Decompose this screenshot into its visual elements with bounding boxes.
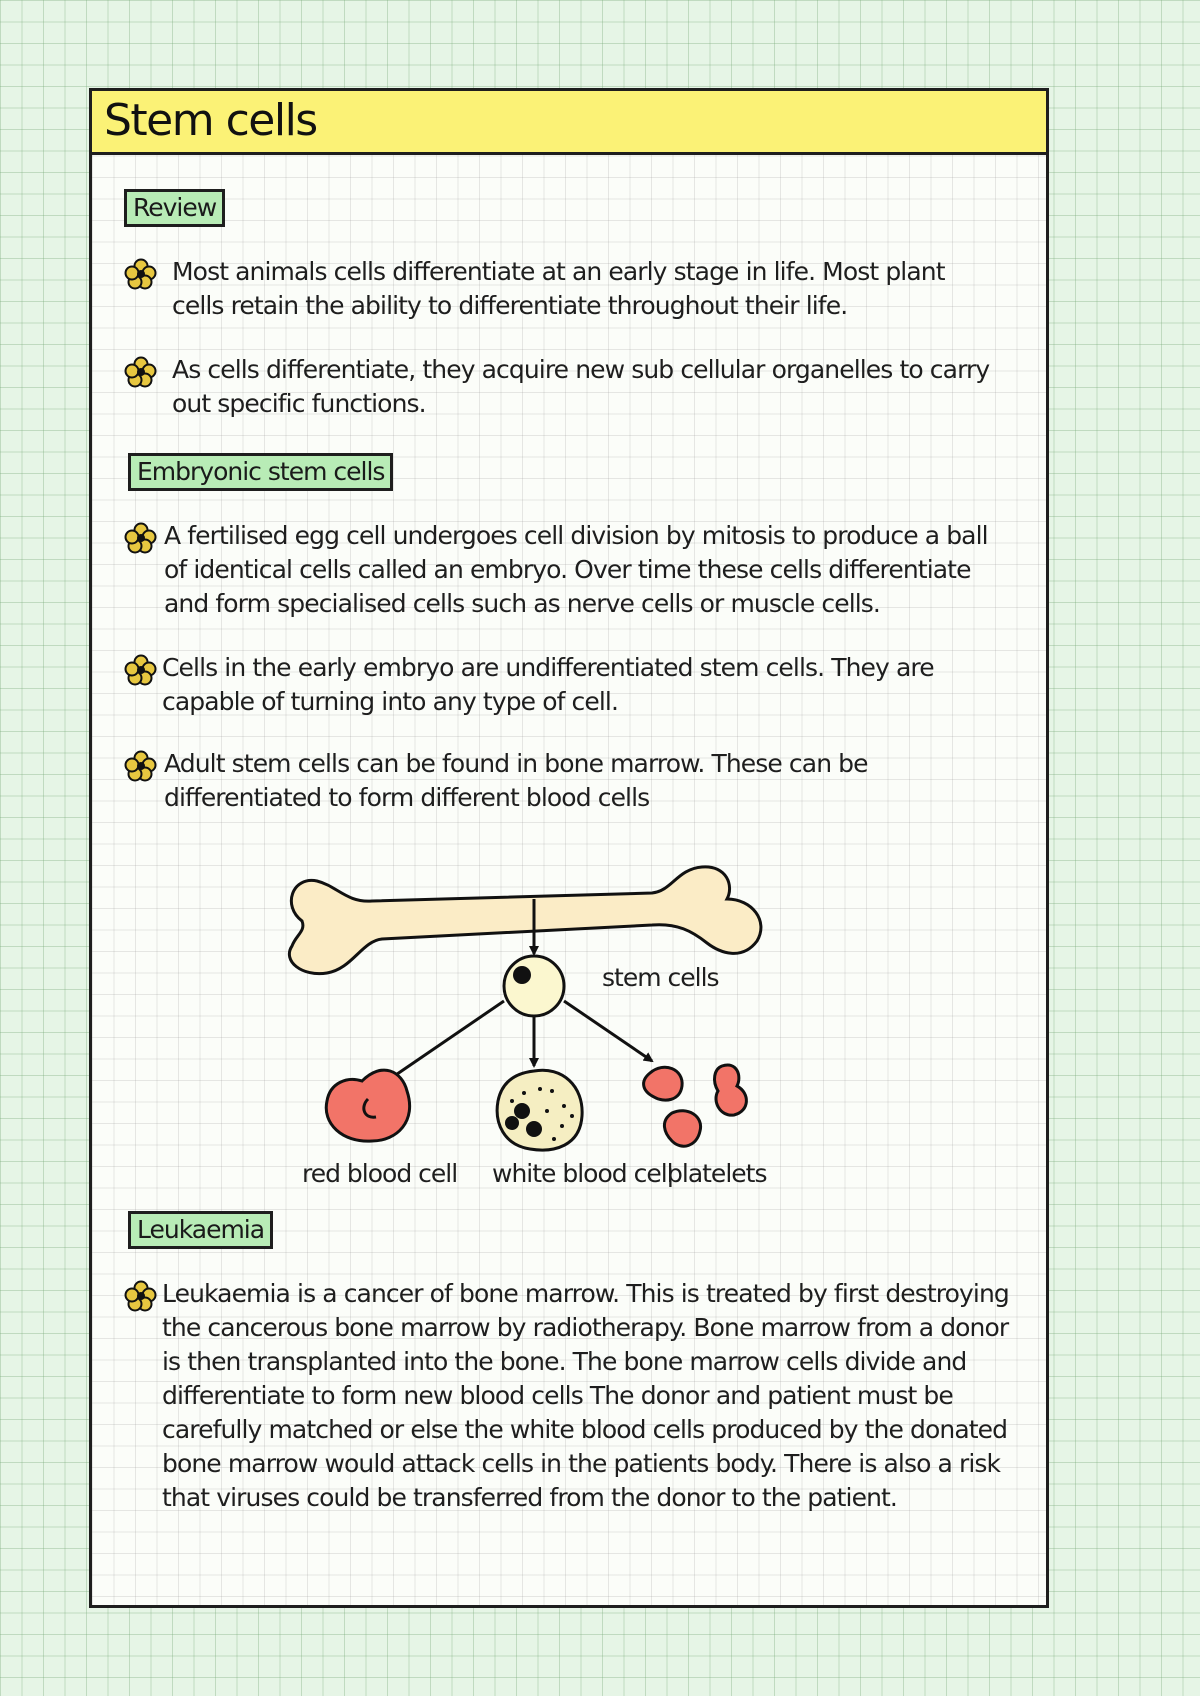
page-title: Stem cells xyxy=(104,95,317,146)
platelets-icon xyxy=(644,1065,747,1146)
flower-bullet-icon xyxy=(124,257,158,291)
white-blood-cell-label: white blood cell xyxy=(492,1159,673,1188)
bone-marrow-diagram xyxy=(272,861,812,1271)
flower-bullet-icon xyxy=(124,521,158,555)
embryonic-point-1: A fertilised egg cell undergoes cell division by mitosis to produce a ball of identical cells called an embryo. Over time these cells differentiate and form specialised cells such as nerve cells or muscle cells. xyxy=(164,521,988,618)
red-blood-cell-label: red blood cell xyxy=(302,1159,458,1188)
embryonic-heading: Embryonic stem cells xyxy=(128,453,393,491)
flower-bullet-icon xyxy=(124,749,158,783)
flower-bullet-icon xyxy=(124,1279,158,1313)
note-page xyxy=(89,88,1049,1608)
embryonic-point-2: Cells in the early embryo are undifferentiated stem cells. They are capable of turning into any type of cell. xyxy=(162,653,934,716)
flower-bullet-icon xyxy=(124,355,158,389)
platelets-label: platelets xyxy=(667,1159,767,1188)
stem-cells-label: stem cells xyxy=(602,963,719,992)
review-point-1: Most animals cells differentiate at an early stage in life. Most plant cells retain the ability to differentiate throughout their life. xyxy=(172,257,945,320)
red-blood-cell-icon xyxy=(326,1070,409,1141)
flower-bullet-icon xyxy=(124,653,158,687)
leukaemia-heading: Leukaemia xyxy=(128,1211,273,1249)
stem-cell-icon xyxy=(504,956,564,1016)
title-bar xyxy=(92,91,1046,155)
review-heading: Review xyxy=(124,189,225,227)
white-blood-cell-icon xyxy=(497,1070,582,1150)
embryonic-point-3: Adult stem cells can be found in bone marrow. These can be differentiated to form different blood cells xyxy=(164,749,868,812)
leukaemia-point-1: Leukaemia is a cancer of bone marrow. This is treated by first destroying the cancerous bone marrow by radiotherapy. Bone marrow from a donor is then transplanted into the bone. The bone marrow cells divide and differentiate to form new blood cells The donor and patient must be carefully matched or else the white blood cells produced by the donated bone marrow would attack cells in the patients body. There is also a risk that viruses could be transferred from the donor to the patient. xyxy=(162,1279,1009,1512)
diagram-drawing xyxy=(272,861,812,1191)
review-point-2: As cells differentiate, they acquire new sub cellular organelles to carry out specific functions. xyxy=(172,355,990,418)
